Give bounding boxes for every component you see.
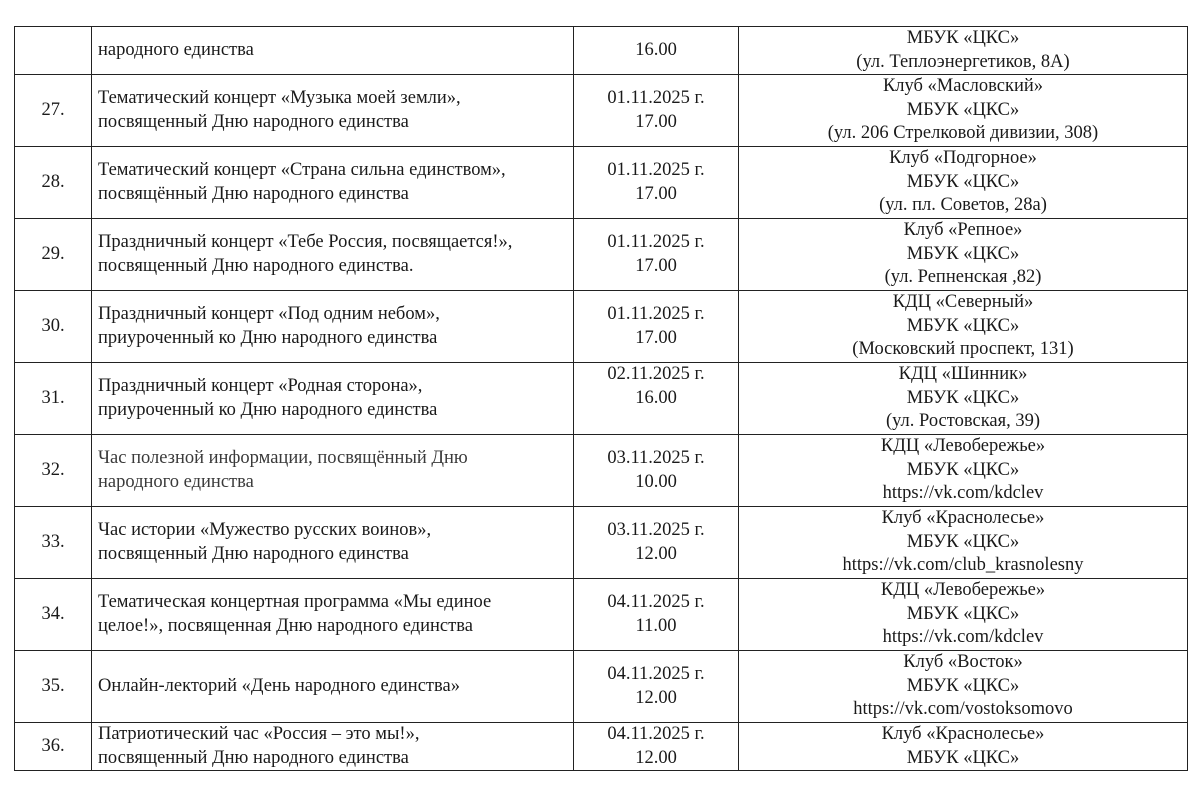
table-row <box>15 291 1188 363</box>
table-row <box>15 27 1188 75</box>
event-time-line: 17.00 <box>635 111 677 132</box>
event-place-cell <box>739 75 1188 147</box>
event-title-line: посвященный Дню народного единства. <box>98 255 414 276</box>
event-place-cell <box>739 291 1188 363</box>
event-title-line: народного единства <box>98 39 254 60</box>
event-title-line: Патриотический час «Россия – это мы!», <box>98 724 420 744</box>
event-title-cell <box>92 27 574 75</box>
table-row <box>15 579 1188 651</box>
row-number-cell: 30. <box>15 291 92 363</box>
event-place-cell <box>739 27 1188 75</box>
event-time-line: 16.00 <box>635 387 677 408</box>
event-time-line: 12.00 <box>635 747 677 768</box>
event-title-cell <box>92 723 574 771</box>
row-number-cell: 29. <box>15 219 92 291</box>
event-title-line: приуроченный ко Дню народного единства <box>98 327 438 348</box>
event-time-line: 12.00 <box>635 687 677 708</box>
event-title-line: Тематический концерт «Страна сильна единством», <box>98 160 506 180</box>
row-number-cell: 27. <box>15 75 92 147</box>
event-time-line: 10.00 <box>635 471 677 492</box>
event-date-cell <box>574 291 739 363</box>
event-place-cell <box>739 219 1188 291</box>
event-time-line: 12.00 <box>635 543 677 564</box>
event-title-line: целое!», посвященная Дню народного единства <box>98 615 473 636</box>
row-number-cell: 33. <box>15 507 92 579</box>
event-time-line: 17.00 <box>635 183 677 204</box>
event-place-line: МБУК «ЦКС» <box>906 171 1020 192</box>
table-row <box>15 363 1188 435</box>
event-title-line: Праздничный концерт «Родная сторона», <box>98 376 423 396</box>
event-place-line: КДЦ «Левобережье» <box>880 436 1046 457</box>
events-table-body <box>15 27 1188 771</box>
event-date-cell <box>574 435 739 507</box>
event-place-cell <box>739 723 1188 771</box>
event-title-cell <box>92 651 574 723</box>
event-place-line: (ул. Ростовская, 39) <box>885 411 1041 432</box>
event-place-line: МБУК «ЦКС» <box>906 747 1020 768</box>
event-place-line: (ул. Репненская ,82) <box>884 267 1042 288</box>
event-place-line: (ул. пл. Советов, 28а) <box>879 195 1047 216</box>
event-place-cell <box>739 579 1188 651</box>
event-date-line: 03.11.2025 г. <box>607 448 705 468</box>
event-date-line: 04.11.2025 г. <box>607 724 705 744</box>
event-date-line: 01.11.2025 г. <box>607 88 705 108</box>
event-time-line: 17.00 <box>635 327 677 348</box>
table-row <box>15 219 1188 291</box>
row-number-cell: 35. <box>15 651 92 723</box>
event-title-cell <box>92 507 574 579</box>
event-date-cell <box>574 219 739 291</box>
event-place-cell <box>739 147 1188 219</box>
event-place-line: Клуб «Краснолесье» <box>881 508 1045 529</box>
event-place-line: МБУК «ЦКС» <box>906 315 1020 336</box>
event-date-cell <box>574 75 739 147</box>
event-title-line: Праздничный концерт «Тебе Россия, посвящается!», <box>98 232 513 252</box>
event-title-cell <box>92 291 574 363</box>
event-title-line: Онлайн-лекторий «День народного единства» <box>98 675 460 696</box>
event-time-line: 17.00 <box>635 255 677 276</box>
event-title-cell <box>92 363 574 435</box>
event-place-line: КДЦ «Северный» <box>892 292 1034 313</box>
event-date-cell <box>574 651 739 723</box>
event-place-line: МБУК «ЦКС» <box>906 28 1020 48</box>
row-number-cell: 31. <box>15 363 92 435</box>
event-place-line: Клуб «Восток» <box>903 652 1023 673</box>
event-title-line: Час истории «Мужество русских воинов», <box>98 520 432 540</box>
row-number-cell <box>15 27 92 75</box>
events-table <box>14 26 1188 771</box>
row-number-cell: 34. <box>15 579 92 651</box>
event-place-line: (Московский проспект, 131) <box>852 339 1074 360</box>
event-date-cell <box>574 507 739 579</box>
event-date-line: 01.11.2025 г. <box>607 232 705 252</box>
event-title-line: народного единства <box>98 471 254 492</box>
event-place-line: МБУК «ЦКС» <box>906 675 1020 696</box>
event-date-cell <box>574 147 739 219</box>
event-date-line: 03.11.2025 г. <box>607 520 705 540</box>
event-date-cell <box>574 723 739 771</box>
event-place-line: Клуб «Краснолесье» <box>881 724 1045 744</box>
event-place-link[interactable]: https://vk.com/kdclev <box>882 483 1044 504</box>
event-title-line: Час полезной информации, посвящённый Дню <box>98 448 468 468</box>
event-title-cell <box>92 147 574 219</box>
event-title-line: Тематическая концертная программа «Мы единое <box>98 592 492 612</box>
event-title-cell <box>92 579 574 651</box>
event-title-line: посвященный Дню народного единства <box>98 111 409 132</box>
event-time-line: 11.00 <box>635 615 677 636</box>
event-title-cell <box>92 219 574 291</box>
event-place-line: КДЦ «Левобережье» <box>880 580 1046 601</box>
event-date-cell <box>574 579 739 651</box>
event-place-link[interactable]: https://vk.com/club_krasnolesny <box>842 555 1084 576</box>
event-place-line: (ул. 206 Стрелковой дивизии, 308) <box>827 123 1099 144</box>
event-place-line: Клуб «Подгорное» <box>889 148 1037 169</box>
event-place-line: МБУК «ЦКС» <box>906 603 1020 624</box>
event-date-cell <box>574 363 739 435</box>
event-place-link[interactable]: https://vk.com/vostoksomovo <box>853 699 1073 720</box>
event-place-line: Клуб «Масловский» <box>882 76 1044 97</box>
event-place-line: Клуб «Репное» <box>903 220 1023 241</box>
row-number-cell: 36. <box>15 723 92 771</box>
event-place-cell <box>739 507 1188 579</box>
event-place-line: МБУК «ЦКС» <box>906 459 1020 480</box>
event-place-cell <box>739 435 1188 507</box>
event-place-line: КДЦ «Шинник» <box>898 364 1028 385</box>
event-time-line: 16.00 <box>635 39 677 60</box>
event-place-line: МБУК «ЦКС» <box>906 99 1020 120</box>
event-title-cell <box>92 435 574 507</box>
event-title-line: Праздничный концерт «Под одним небом», <box>98 304 440 324</box>
event-place-line: МБУК «ЦКС» <box>906 531 1020 552</box>
event-place-cell <box>739 651 1188 723</box>
table-row <box>15 147 1188 219</box>
table-row <box>15 723 1188 771</box>
event-date-line: 02.11.2025 г. <box>607 364 705 384</box>
event-place-link[interactable]: https://vk.com/kdclev <box>882 627 1044 648</box>
row-number-cell: 28. <box>15 147 92 219</box>
event-date-line: 04.11.2025 г. <box>607 592 705 612</box>
event-title-line: приуроченный ко Дню народного единства <box>98 399 438 420</box>
table-row <box>15 507 1188 579</box>
row-number-cell: 32. <box>15 435 92 507</box>
event-title-line: посвящённый Дню народного единства <box>98 183 409 204</box>
table-row <box>15 651 1188 723</box>
event-date-line: 01.11.2025 г. <box>607 304 705 324</box>
event-place-line: МБУК «ЦКС» <box>906 387 1020 408</box>
event-title-line: посвященный Дню народного единства <box>98 543 409 564</box>
event-title-line: посвященный Дню народного единства <box>98 747 409 768</box>
event-place-line: (ул. Теплоэнергетиков, 8А) <box>856 51 1070 72</box>
event-date-line: 01.11.2025 г. <box>607 160 705 180</box>
event-title-line: Тематический концерт «Музыка моей земли», <box>98 88 461 108</box>
event-title-cell <box>92 75 574 147</box>
event-place-line: МБУК «ЦКС» <box>906 243 1020 264</box>
event-date-cell <box>574 27 739 75</box>
event-place-cell <box>739 363 1188 435</box>
event-date-line: 04.11.2025 г. <box>607 664 705 684</box>
table-row <box>15 75 1188 147</box>
table-row <box>15 435 1188 507</box>
